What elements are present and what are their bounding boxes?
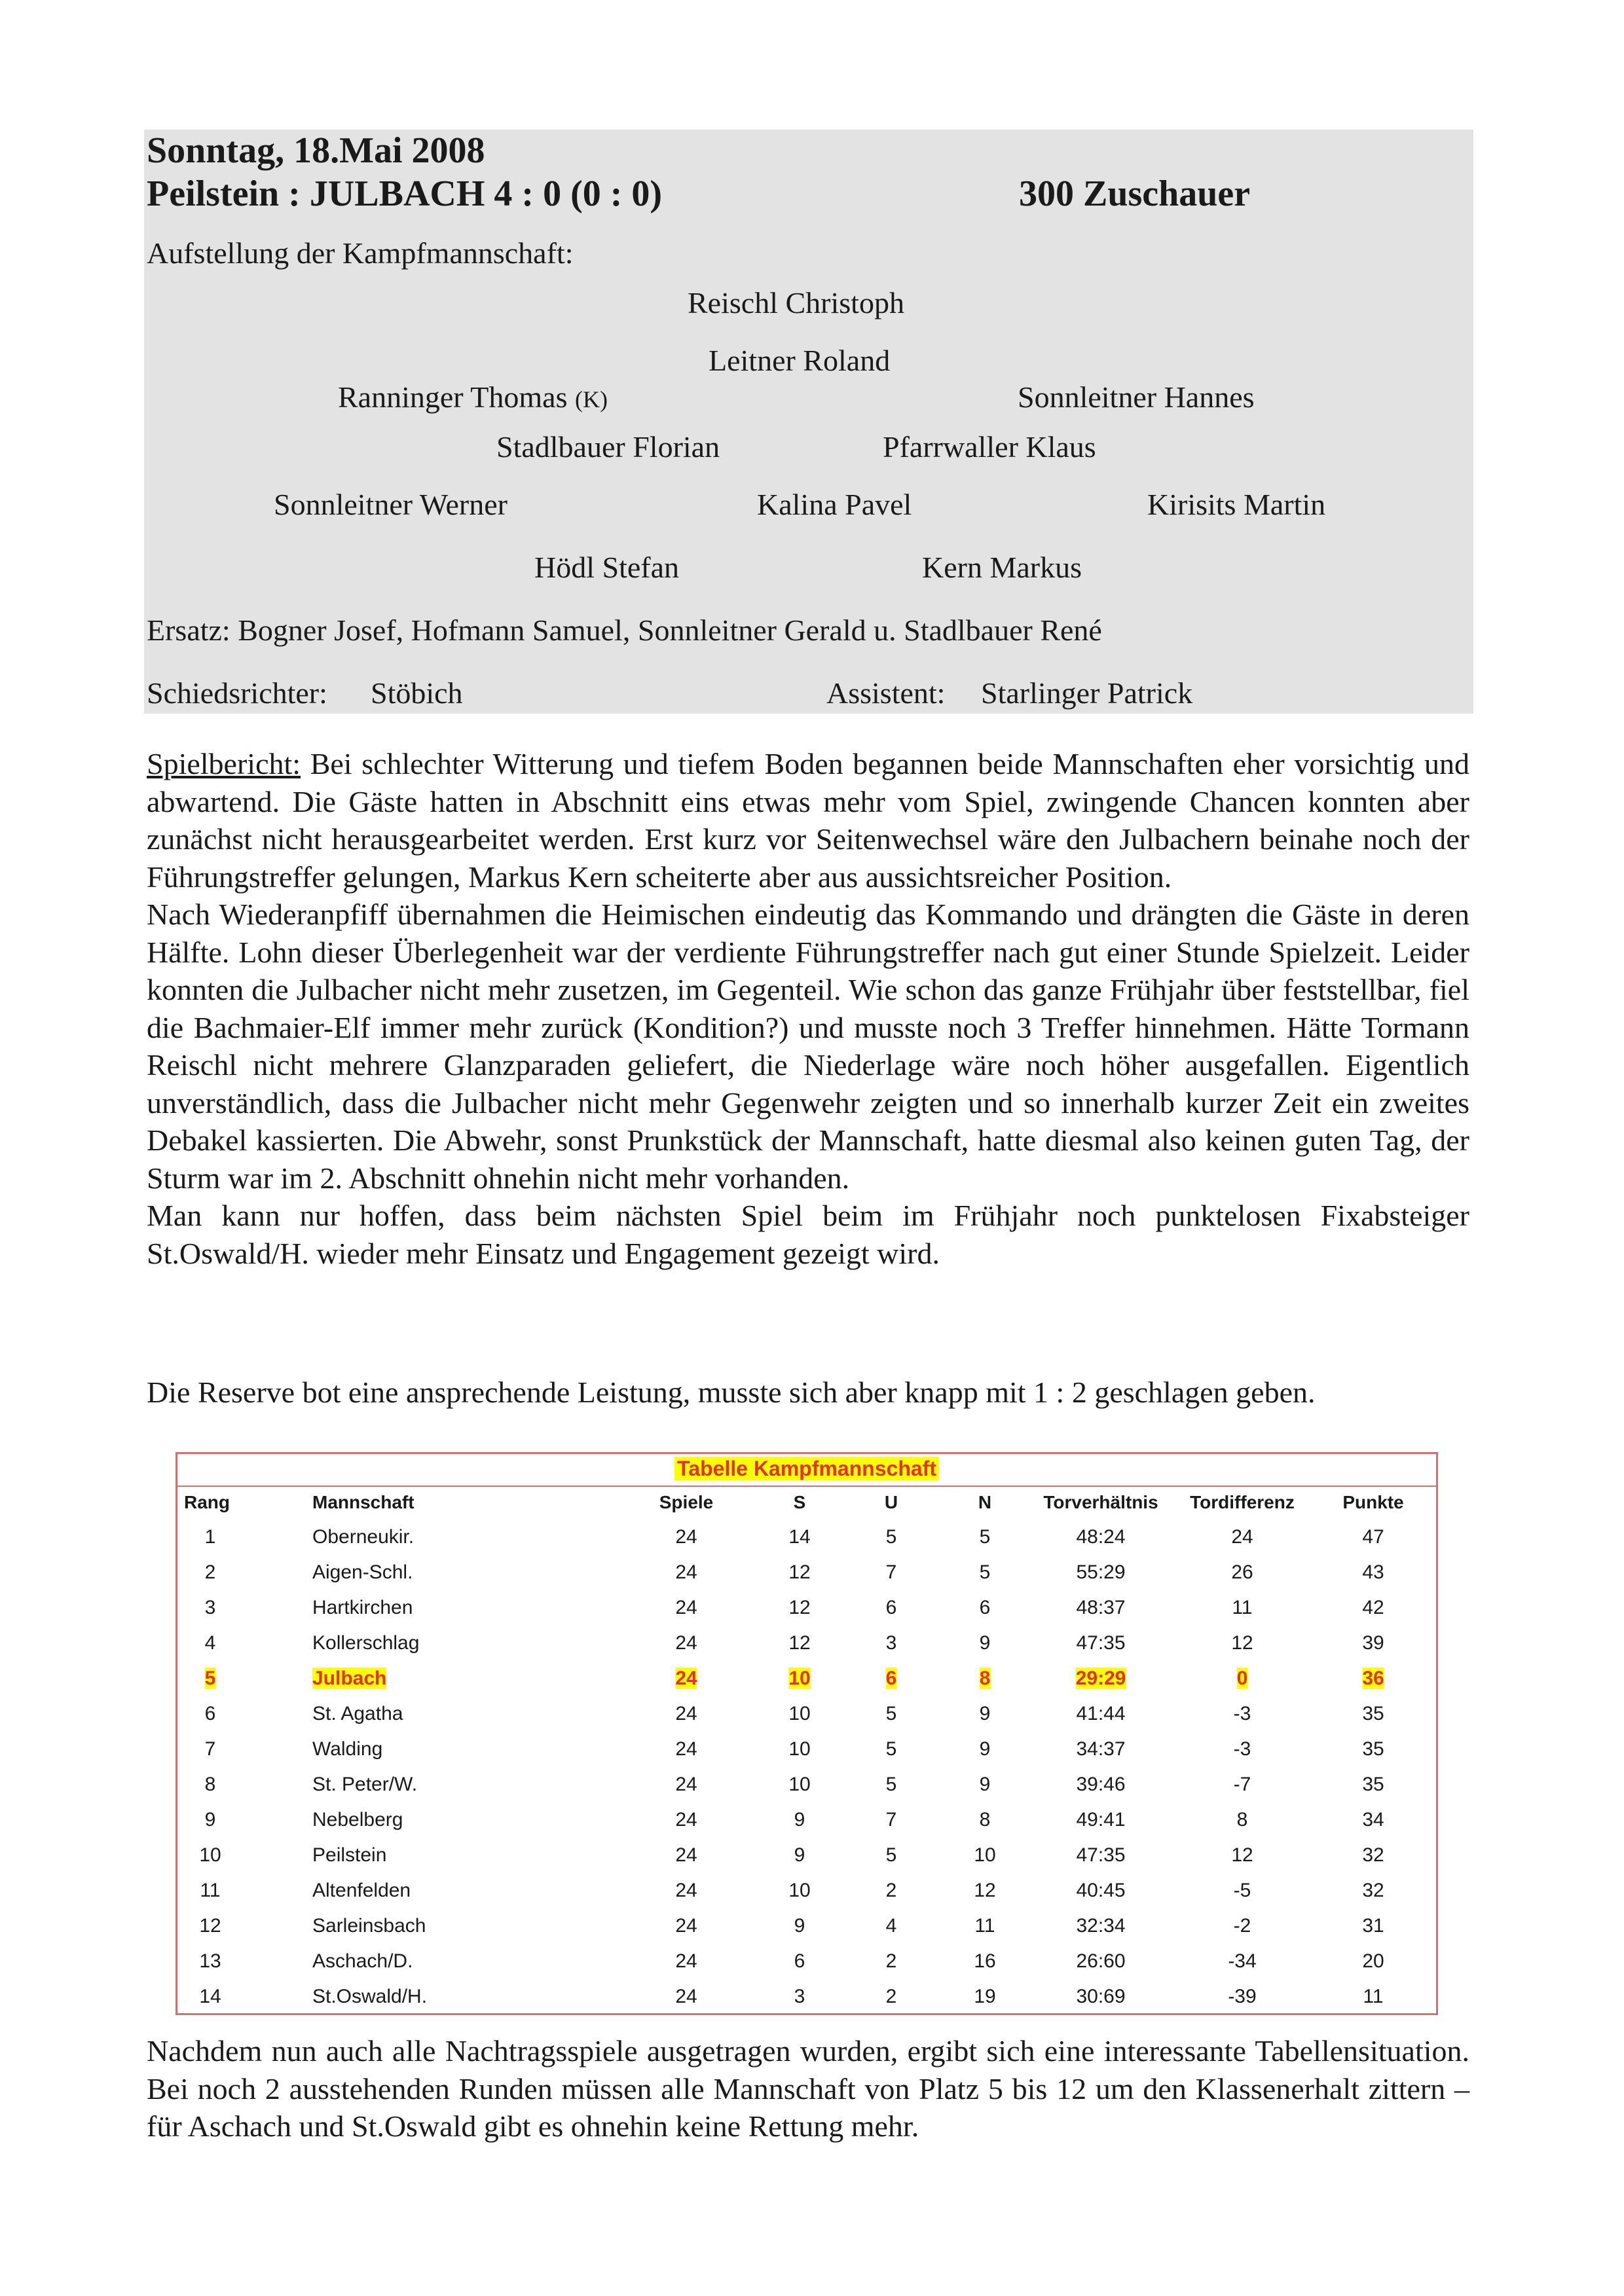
player-mid2-right: Kirisits Martin — [1147, 488, 1326, 521]
table-cell: 6 — [794, 1950, 805, 1972]
table-cell: 14 — [788, 1526, 811, 1548]
table-cell: 34 — [1362, 1809, 1384, 1831]
player-mid1-left: Stadlbauer Florian — [496, 430, 720, 464]
column-header: Mannschaft — [312, 1492, 415, 1512]
table-cell: 41:44 — [1076, 1703, 1126, 1724]
table-cell: Aschach/D. — [312, 1950, 413, 1972]
table-cell: 19 — [974, 1986, 996, 2007]
table-cell: 8 — [979, 1667, 991, 1689]
table-cell: 5 — [885, 1526, 897, 1548]
captain-mark: (K) — [574, 386, 608, 412]
table-cell: 12 — [1231, 1844, 1253, 1866]
table-cell: -3 — [1233, 1738, 1251, 1760]
table-cell: 4 — [204, 1632, 216, 1654]
table-cell: 5 — [885, 1774, 897, 1795]
table-cell: 5 — [885, 1703, 897, 1724]
table-cell: 12 — [788, 1561, 811, 1583]
table-cell: 11 — [1232, 1597, 1253, 1618]
table-cell: 24 — [675, 1950, 697, 1972]
table-cell: 2 — [885, 1986, 897, 2007]
table-cell: 24 — [675, 1526, 697, 1548]
table-cell: Sarleinsbach — [312, 1915, 426, 1937]
closing-paragraph: Nachdem nun auch alle Nachtragsspiele ausgetragen wurden, ergibt sich eine interessante Tabellensituation. Bei noch 2 ausstehenden Runden müssen alle Mannschaft von Platz 5 bis 12 um den Klassenerhalt zittern – für Aschach und St.Oswald gibt es ohnehin keine Rettung mehr. — [147, 2034, 1469, 2143]
table-cell: St. Peter/W. — [312, 1774, 418, 1795]
table-cell: Oberneukir. — [312, 1526, 415, 1548]
table-row — [177, 1520, 1436, 1555]
table-cell: 24 — [675, 1632, 697, 1654]
table-cell: 36 — [1362, 1667, 1384, 1689]
table-cell: 3 — [204, 1597, 216, 1618]
table-row — [177, 1696, 1436, 1732]
table-cell: 11 — [1363, 1986, 1384, 2007]
match-result: Peilstein : JULBACH 4 : 0 (0 : 0) — [147, 173, 663, 214]
table-cell: 2 — [885, 1880, 897, 1901]
report-paragraph-1: Spielbericht: Bei schlechter Witterung und tiefem Boden begannen beide Mannschaften eher vorsichtig und abwartend. Die Gäste hatten in Abschnitt eins etwas mehr vom Spiel, zwingende Chancen konnten aber zunächst nicht herausgearbeitet werden. Erst kurz vor Seitenwechsel wäre den Julbachern beinahe noch der Führungstreffer gelungen, Markus Kern scheiterte aber aus aussichtsreicher Position. — [147, 747, 1469, 894]
reserve-note: Die Reserve bot eine ansprechende Leistung, musste sich aber knapp mit 1 : 2 geschlagen geben. — [147, 1376, 1316, 1409]
table-cell: 3 — [794, 1986, 805, 2007]
table-cell: 5 — [979, 1526, 991, 1548]
table-cell: 47 — [1362, 1526, 1384, 1548]
table-row — [177, 1555, 1436, 1590]
player-defense-right: Sonnleitner Hannes — [1018, 380, 1255, 414]
table-cell: 10 — [199, 1844, 221, 1866]
referee-label: Schiedsrichter: — [147, 676, 327, 710]
table-cell: 35 — [1362, 1703, 1384, 1724]
table-cell: 24 — [675, 1667, 697, 1689]
table-cell: 11 — [974, 1915, 995, 1937]
match-report — [147, 745, 1469, 1272]
table-cell: 39 — [1362, 1632, 1384, 1654]
table-cell: 48:24 — [1076, 1526, 1126, 1548]
table-cell: 7 — [204, 1738, 216, 1760]
table-cell: 26:60 — [1076, 1950, 1126, 1972]
table-cell: 24 — [675, 1561, 697, 1583]
table-cell: 32:34 — [1076, 1915, 1126, 1937]
player-defense-left: Ranninger Thomas (K) — [338, 380, 608, 414]
table-cell: Hartkirchen — [312, 1597, 413, 1618]
table-cell: 10 — [788, 1774, 811, 1795]
table-cell: 6 — [885, 1667, 897, 1689]
table-cell: 9 — [979, 1632, 991, 1654]
table-cell: 12 — [788, 1632, 811, 1654]
table-cell: 16 — [974, 1950, 996, 1972]
table-cell: 10 — [974, 1844, 996, 1866]
table-cell: 24 — [675, 1774, 697, 1795]
referee: Stöbich — [371, 676, 463, 710]
table-row — [177, 1732, 1436, 1767]
table-row — [177, 1590, 1436, 1626]
table-cell: 5 — [885, 1738, 897, 1760]
assistant: Starlinger Patrick — [981, 676, 1193, 710]
table-cell: 2 — [885, 1950, 897, 1972]
assistant-label: Assistent: — [826, 676, 946, 710]
table-cell: Altenfelden — [312, 1880, 411, 1901]
table-cell: 8 — [1236, 1809, 1248, 1831]
column-header: Tordifferenz — [1190, 1492, 1295, 1512]
table-cell: 43 — [1362, 1561, 1384, 1583]
table-cell: 55:29 — [1076, 1561, 1126, 1583]
table-row — [177, 1979, 1436, 2014]
table-cell: Peilstein — [312, 1844, 387, 1866]
column-header: Torverhältnis — [1043, 1492, 1158, 1512]
table-cell: St.Oswald/H. — [312, 1986, 428, 2007]
table-cell: 9 — [794, 1915, 805, 1937]
table-cell: 40:45 — [1076, 1880, 1126, 1901]
table-cell: Nebelberg — [312, 1809, 403, 1831]
table-cell: 11 — [200, 1880, 221, 1901]
table-cell: 10 — [788, 1880, 811, 1901]
table-cell: Walding — [312, 1738, 383, 1760]
table-cell: 10 — [788, 1738, 811, 1760]
match-date: Sonntag, 18.Mai 2008 — [147, 130, 485, 171]
table-cell: 3 — [885, 1632, 897, 1654]
table-cell: 32 — [1362, 1844, 1384, 1866]
report-paragraph-2: Nach Wiederanpfiff übernahmen die Heimischen eindeutig das Kommando und drängten die Gäste in deren Hälfte. Lohn dieser Überlegenheit war der verdiente Führungstreffer nach gut einer Stunde Spielzeit. Leider konnten die Julbacher nicht mehr zusetzen, im Gegenteil. Wie schon das ganze Frühjahr über feststellbar, fiel die Bachmaier-Elf immer mehr zurück (Kondition?) und musste noch 3 Treffer hinnehmen. Hätte Tormann Reischl nicht mehrere Glanzparaden geliefert, die Niederlage wäre noch höher ausgefallen. Eigentlich unverständlich, dass die Julbacher nicht mehr Gegenwehr zeigten und so innerhalb kurzer Zeit ein zweites Debakel kassierten. Die Abwehr, sonst Prunkstück der Mannschaft, hatte diesmal also keinen guten Tag, der Sturm war im 2. Abschnitt ohnehin nicht mehr vorhanden. — [147, 898, 1469, 1195]
table-cell: -5 — [1233, 1880, 1251, 1901]
lineup-label: Aufstellung der Kampfmannschaft: — [147, 236, 574, 270]
table-title: Tabelle Kampfmannschaft — [177, 1457, 1436, 1483]
table-cell: 47:35 — [1076, 1844, 1126, 1866]
table-cell: 39:46 — [1076, 1774, 1126, 1795]
spectators: 300 Zuschauer — [1019, 173, 1251, 214]
table-row — [177, 1873, 1436, 1908]
column-header: Punkte — [1342, 1492, 1404, 1512]
table-cell: -34 — [1228, 1950, 1257, 1972]
table-row — [177, 1626, 1436, 1661]
table-cell: 2 — [204, 1561, 216, 1583]
table-cell: 24 — [675, 1880, 697, 1901]
table-cell: 24 — [675, 1597, 697, 1618]
player-defense-center: Leitner Roland — [709, 344, 891, 377]
table-cell: 14 — [199, 1986, 221, 2007]
substitutes: Ersatz: Bogner Josef, Hofmann Samuel, Sonnleitner Gerald u. Stadlbauer René — [147, 613, 1102, 647]
table-cell: 49:41 — [1076, 1809, 1126, 1831]
table-cell: 26 — [1231, 1561, 1253, 1583]
column-header: Spiele — [659, 1492, 714, 1512]
table-cell: 32 — [1362, 1880, 1384, 1901]
table-cell: 12 — [974, 1880, 996, 1901]
table-cell: 24 — [1231, 1526, 1253, 1548]
table-cell: 20 — [1362, 1950, 1384, 1972]
table-cell: 12 — [199, 1915, 221, 1937]
player-forward-left: Hödl Stefan — [534, 551, 680, 584]
column-header: N — [978, 1492, 992, 1512]
table-cell: 47:35 — [1076, 1632, 1126, 1654]
table-cell: 29:29 — [1075, 1667, 1126, 1689]
table-cell: -39 — [1228, 1986, 1257, 2007]
league-table — [175, 1452, 1438, 2015]
player-mid2-center: Kalina Pavel — [757, 488, 912, 521]
table-row — [177, 1944, 1436, 1979]
table-cell: 7 — [885, 1561, 897, 1583]
table-cell: 24 — [675, 1703, 697, 1724]
table-cell: 4 — [885, 1915, 897, 1937]
table-cell: 12 — [788, 1597, 811, 1618]
table-cell: 35 — [1362, 1738, 1384, 1760]
table-cell: 9 — [794, 1809, 805, 1831]
table-title-divider — [177, 1485, 1436, 1487]
table-cell: 12 — [1231, 1632, 1253, 1654]
table-cell: 8 — [979, 1809, 991, 1831]
table-row — [177, 1802, 1436, 1838]
table-cell: 24 — [675, 1844, 697, 1866]
table-cell: 5 — [979, 1561, 991, 1583]
table-cell: 24 — [675, 1915, 697, 1937]
table-cell: 34:37 — [1076, 1738, 1126, 1760]
table-cell: 0 — [1236, 1667, 1248, 1689]
player-forward-right: Kern Markus — [922, 551, 1082, 584]
table-cell: 6 — [204, 1703, 216, 1724]
table-cell: 24 — [675, 1738, 697, 1760]
table-cell: Kollerschlag — [312, 1632, 420, 1654]
table-cell: 9 — [204, 1809, 216, 1831]
column-header: U — [884, 1492, 898, 1512]
table-cell: 24 — [675, 1986, 697, 2007]
table-cell: 9 — [794, 1844, 805, 1866]
table-cell: 48:37 — [1076, 1597, 1126, 1618]
table-cell: 1 — [204, 1526, 216, 1548]
report-paragraph-3: Man kann nur hoffen, dass beim nächsten Spiel beim im Frühjahr noch punktelosen Fixabsteiger St.Oswald/H. wieder mehr Einsatz und Engagement gezeigt wird. — [147, 1199, 1469, 1270]
table-row — [177, 1838, 1436, 1873]
table-cell: 30:69 — [1076, 1986, 1126, 2007]
player-mid2-left: Sonnleitner Werner — [274, 488, 507, 521]
table-cell: 31 — [1362, 1915, 1384, 1937]
table-cell: 5 — [204, 1667, 216, 1689]
table-cell: 9 — [979, 1738, 991, 1760]
table-cell: -2 — [1233, 1915, 1251, 1937]
table-cell: 42 — [1362, 1597, 1384, 1618]
table-cell: Julbach — [312, 1667, 387, 1689]
column-header: S — [793, 1492, 806, 1512]
table-cell: 7 — [885, 1809, 897, 1831]
table-row — [177, 1767, 1436, 1802]
table-cell: 6 — [885, 1597, 897, 1618]
table-cell: 6 — [979, 1597, 991, 1618]
table-cell: -3 — [1233, 1703, 1251, 1724]
table-cell: 24 — [675, 1809, 697, 1831]
table-cell: 13 — [199, 1950, 221, 1972]
table-cell: 10 — [788, 1703, 811, 1724]
table-cell: 35 — [1362, 1774, 1384, 1795]
table-cell: St. Agatha — [312, 1703, 403, 1724]
table-cell: 10 — [788, 1667, 811, 1689]
column-header: Rang — [184, 1492, 230, 1512]
table-cell: Aigen-Schl. — [312, 1561, 413, 1583]
table-row — [177, 1661, 1436, 1696]
player-goalkeeper: Reischl Christoph — [688, 286, 904, 319]
player-mid1-right: Pfarrwaller Klaus — [883, 430, 1096, 464]
table-cell: 9 — [979, 1703, 991, 1724]
report-label: Spielbericht: — [147, 747, 301, 780]
table-cell: -7 — [1233, 1774, 1251, 1795]
table-row — [177, 1908, 1436, 1944]
table-cell: 8 — [204, 1774, 216, 1795]
table-cell: 5 — [885, 1844, 897, 1866]
table-cell: 9 — [979, 1774, 991, 1795]
